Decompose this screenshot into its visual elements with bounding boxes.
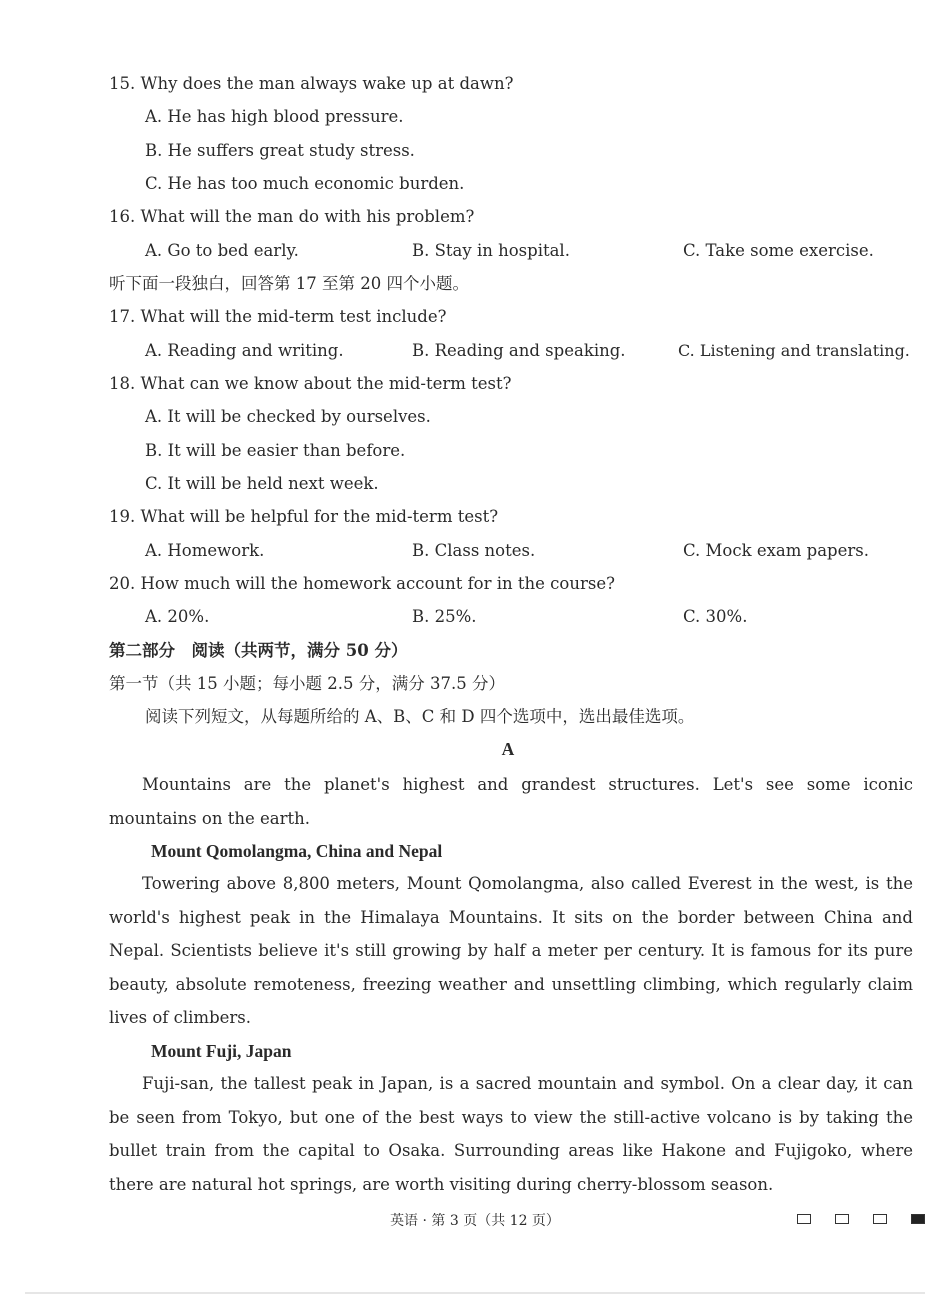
question-17: 17. What will the mid-term test include? <box>109 307 447 326</box>
question-16: 16. What will the man do with his problem? <box>109 207 475 226</box>
q16-option-a: A. Go to bed early. <box>145 241 299 260</box>
q15-option-c: C. He has too much economic burden. <box>145 174 465 193</box>
passage-intro: Mountains are the planet's highest and grandest structures. Let's see some iconic mountains on the earth. <box>109 775 913 828</box>
mark-box-2 <box>835 1214 849 1224</box>
paragraph-fuji: Fuji-san, the tallest peak in Japan, is a sacred mountain and symbol. On a clear day, it can be seen from Tokyo, but one of the best ways to view the still-active volcano is by taking the bullet train from the capital to Osaka. Surrounding areas like Hakone and Fujigoko, where there are natural hot springs, are worth visiting during cherry-blossom season. <box>109 1074 913 1194</box>
question-18: 18. What can we know about the mid-term test? <box>109 374 512 393</box>
mark-box-4 <box>911 1214 925 1224</box>
page-footer: 英语 · 第 3 页（共 12 页） <box>390 1213 560 1229</box>
q17-option-b: B. Reading and speaking. <box>412 341 626 360</box>
q17-option-a: A. Reading and writing. <box>145 341 344 360</box>
heading-fuji: Mount Fuji, Japan <box>151 1041 292 1061</box>
q15-option-a: A. He has high blood pressure. <box>145 107 404 126</box>
q16-option-c: C. Take some exercise. <box>683 241 874 260</box>
q18-option-b: B. It will be easier than before. <box>145 441 406 460</box>
q15-option-b: B. He suffers great study stress. <box>145 141 415 160</box>
passage-label: A <box>501 739 515 759</box>
scan-edge <box>25 1292 925 1294</box>
part2-title: 第二部分 阅读（共两节，满分 50 分） <box>109 641 408 660</box>
question-19: 19. What will be helpful for the mid-term test? <box>109 507 499 526</box>
heading-qomolangma: Mount Qomolangma, China and Nepal <box>151 841 443 861</box>
footer-marks <box>797 1212 925 1224</box>
paragraph-qomolangma: Towering above 8,800 meters, Mount Qomolangma, also called Everest in the west, is the world's highest peak in the Himalaya Mountains. It sits on the border between China and Nepal. Scientists believe it's still growing by half a meter per century. It is famous for its pure beauty, absolute remoteness, freezing weather and unsettling climbing, which regularly claim lives of climbers. <box>109 874 913 1027</box>
section1-title: 第一节（共 15 小题；每小题 2.5 分，满分 37.5 分） <box>109 674 505 693</box>
q17-option-c: C. Listening and translating. <box>678 341 910 360</box>
question-20: 20. How much will the homework account for in the course? <box>109 574 615 593</box>
q18-option-c: C. It will be held next week. <box>145 474 379 493</box>
q20-option-a: A. 20%. <box>145 607 210 626</box>
mark-box-1 <box>797 1214 811 1224</box>
q19-option-a: A. Homework. <box>145 541 265 560</box>
q20-option-b: B. 25%. <box>412 607 477 626</box>
section1-instruction: 阅读下列短文，从每题所给的 A、B、C 和 D 四个选项中，选出最佳选项。 <box>145 707 695 726</box>
question-15: 15. Why does the man always wake up at dawn? <box>109 74 514 93</box>
listening-instruction: 听下面一段独白，回答第 17 至第 20 四个小题。 <box>109 274 469 293</box>
q19-option-b: B. Class notes. <box>412 541 536 560</box>
q18-option-a: A. It will be checked by ourselves. <box>145 407 431 426</box>
q16-option-b: B. Stay in hospital. <box>412 241 570 260</box>
q20-option-c: C. 30%. <box>683 607 748 626</box>
q19-option-c: C. Mock exam papers. <box>683 541 869 560</box>
mark-box-3 <box>873 1214 887 1224</box>
